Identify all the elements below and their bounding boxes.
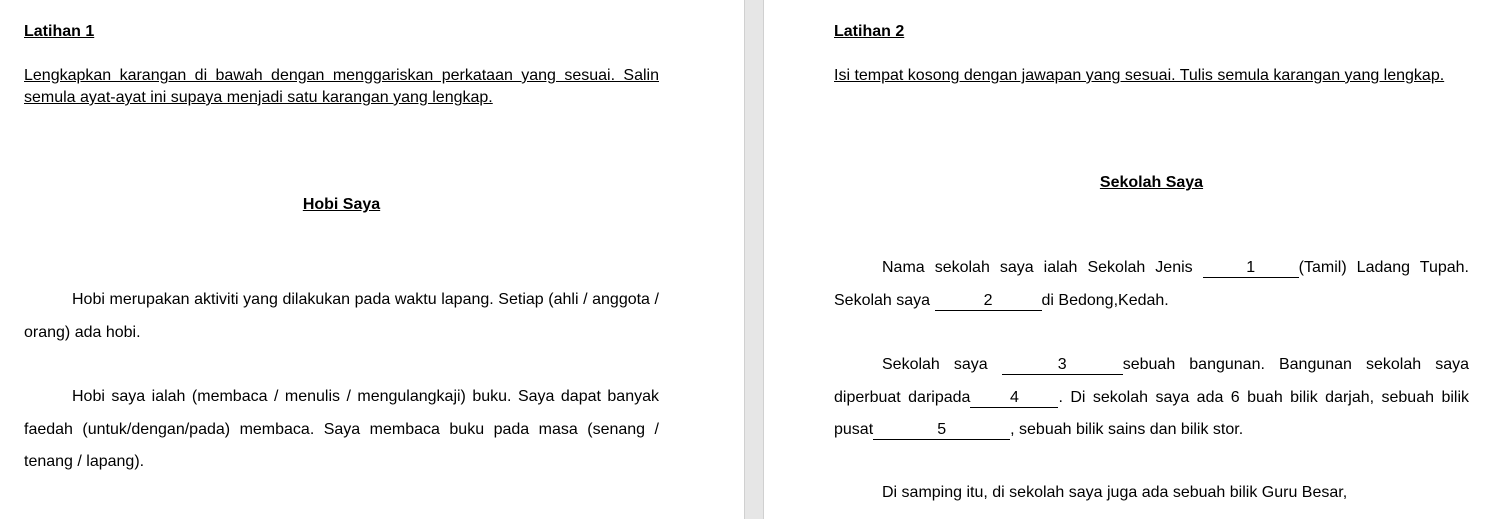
answer-blank-5: 5 (873, 421, 1010, 440)
essay-paragraph (834, 252, 1469, 317)
answer-blank-3: 3 (1002, 356, 1123, 375)
document-page-right (764, 0, 1501, 519)
essay-paragraph: Hobi merupakan aktiviti yang dilakukan pada waktu lapang. Setiap (ahli / anggota / orang) ada hobi. (24, 291, 659, 341)
paragraph-text: Sekolah saya (882, 356, 1002, 373)
paragraph-text: Nama sekolah saya ialah Sekolah Jenis (882, 259, 1203, 276)
exercise-instruction: Isi tempat kosong dengan jawapan yang sesuai. Tulis semula karangan yang lengkap. (834, 67, 1445, 84)
page-gutter (744, 0, 764, 519)
paragraph-text: . Di sekolah saya ada 6 buah bilik darjah, sebuah bilik pusat (834, 388, 1470, 438)
exercise-heading: Latihan 2 (834, 23, 905, 40)
paragraph-text: (Tamil) Ladang Tupah. Sekolah saya (834, 259, 1470, 309)
exercise-instruction: Lengkapkan karangan di bawah dengan menggariskan perkataan yang sesuai. Salin semula ayat-ayat ini supaya menjadi satu karangan yang lengkap. (24, 67, 659, 106)
essay-paragraph: Di samping itu, di sekolah saya juga ada sebuah bilik Guru Besar, (882, 484, 1348, 501)
paragraph-text: , sebuah bilik sains dan bilik stor. (1010, 421, 1244, 438)
essay-paragraph (834, 349, 1469, 447)
essay-title: Sekolah Saya (1099, 174, 1204, 191)
answer-blank-2: 2 (935, 292, 1042, 311)
exercise-heading: Latihan 1 (24, 23, 95, 40)
essay-paragraph: Hobi saya ialah (membaca / menulis / mengulangkaji) buku. Saya dapat banyak faedah (untuk/dengan/pada) membaca. Saya membaca buku pada masa (senang / tenang / lapang). (24, 388, 659, 470)
paragraph-text: di Bedong,Kedah. (1041, 291, 1169, 309)
answer-blank-1: 1 (1203, 259, 1299, 278)
document-page-left (0, 0, 744, 519)
paragraph-text: sebuah bangunan. Bangunan sekolah saya diperbuat daripada (834, 356, 1469, 406)
essay-title: Hobi Saya (302, 196, 381, 213)
answer-blank-4: 4 (970, 389, 1058, 408)
